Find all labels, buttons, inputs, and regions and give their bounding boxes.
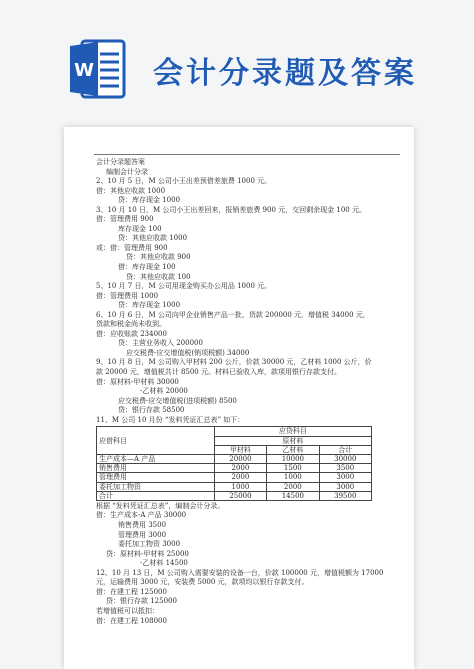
doc-line: -乙材料 14500 [140,559,188,568]
doc-line: 12、10 月 13 日，M 公司购入需要安装的设备一台，价款 100000 元，增值税额为 17000 [96,568,384,577]
table-cell: 2000 [267,482,319,491]
doc-line: 库存现金 100 [118,224,162,233]
word-document-icon [68,38,126,100]
doc-line: 3、10 月 10 日，M 公司小王出差回来，报销差旅费 900 元，交回剩余现金 100 元。 [96,205,366,214]
doc-line: 借：库存现金 100 [118,263,176,272]
table-cell: 3500 [319,464,371,473]
table-header-credit: 应贷科目 [214,427,371,436]
doc-line: 借：管理费用 900 [96,215,154,224]
doc-line: 9、10 月 8 日，M 公司购入甲材料 200 公斤，价款 30000 元，乙材料 1000 公斤，价 [96,358,372,367]
table-cell: 3000 [319,482,371,491]
doc-line: 应交税费-应交增值税(销项税额) 34000 [126,348,250,357]
table-cell: 销售费用 [97,464,215,473]
table-cell: 2000 [214,473,266,482]
doc-line: 销售费用 3500 [118,521,167,530]
table-row [97,464,372,473]
doc-line: 借：生产成本-A 产品 30000 [96,511,187,520]
table-cell: 20000 [214,454,266,463]
table-cell: 管理费用 [97,473,215,482]
banner [0,0,474,120]
doc-line: 借：管理费用 1000 [96,291,159,300]
table-cell: 2000 [214,464,266,473]
doc-line: 货款和税金尚未收到。 [96,320,166,329]
table-cell: 30000 [319,454,371,463]
doc-heading: 会计分录题答案 [96,158,145,166]
doc-line: 贷：其他应收款 1000 [118,234,188,243]
table-cell: 1500 [267,464,319,473]
table-total-row [97,491,372,500]
doc-line: 借：原材料-甲材料 30000 [96,377,179,386]
table-cell: 39500 [319,491,371,500]
doc-line: 根据 “发料凭证汇总表”，编制会计分录。 [96,501,225,510]
table-cell: 10000 [267,454,319,463]
table-cell: 14500 [267,491,319,500]
doc-line: 贷：银行存款 125000 [106,597,177,606]
document-body [96,158,404,626]
doc-line: 或：借：管理费用 900 [96,243,168,252]
doc-line: 应交税费-应交增值税(进项税额) 8500 [118,396,237,405]
page-title: 会计分录题及答案 [153,56,417,91]
doc-line: 借：在建工程 125000 [96,587,167,596]
table-header-yi: 乙材料 [267,445,319,454]
table-row [97,473,372,482]
table-header-jia: 甲材料 [214,445,266,454]
doc-line: 6、10 月 6 日，M 公司向甲企业销售产品一批，货款 200000 元，增值税 34000 元， [96,310,370,319]
doc-line: 贷：其他应收款 100 [126,272,191,281]
doc-line: 借：在建工程 108000 [96,616,167,625]
table-cell: 1000 [267,473,319,482]
header-rule [94,154,400,155]
table-cell: 1000 [214,482,266,491]
logo-letter: W [74,60,94,81]
table-cell: 3000 [319,473,371,482]
table-cell: 25000 [214,491,266,500]
doc-subheading: 编制会计分录 [106,167,148,176]
doc-line: 5、10 月 7 日，M 公司用现金购买办公用品 1000 元。 [96,282,272,291]
doc-line: 若增值税可以抵扣： [96,606,159,615]
doc-line: 贷：库存现金 1000 [118,301,181,310]
table-header-material: 原材料 [214,436,371,445]
doc-line: 贷：银行存款 58500 [118,406,185,415]
doc-line: 贷：库存现金 1000 [118,196,181,205]
table-row [97,482,372,491]
table-row [97,454,372,463]
table-cell: 合计 [97,491,215,500]
doc-line: -乙材料 20000 [140,387,188,396]
doc-line: 贷：其他应收款 900 [126,253,191,262]
table-header-debit: 应借科目 [97,427,215,455]
table-cell: 生产成本—A 产品 [97,454,215,463]
doc-line: 贷：原材料-甲材料 25000 [106,549,189,558]
table-header-row [97,427,372,436]
doc-line: 管理费用 3000 [118,530,167,539]
doc-line: 11、M 公司 10 月份 “发料凭证汇总表” 如下： [96,415,245,424]
doc-line: 借：应收账款 234000 [96,329,167,338]
table-cell: 委托加工物资 [97,482,215,491]
table-header-total: 合计 [319,445,371,454]
doc-line: 贷：主营业务收入 200000 [118,339,203,348]
doc-line: 元，运输费用 3000 元，安装费 5000 元，款项均以银行存款支付。 [96,578,309,587]
doc-line: 委托加工物资 3000 [118,540,181,549]
document-page [64,127,414,669]
doc-line: 2、10 月 5 日，M 公司小王出差预借差旅费 1000 元。 [96,177,272,186]
doc-line: 款 20000 元，增值税共计 8500 元。材料已验收入库，款项用银行存款支付。 [96,368,341,377]
material-issue-table [96,426,372,501]
doc-line: 借：其他应收款 1000 [96,186,166,195]
